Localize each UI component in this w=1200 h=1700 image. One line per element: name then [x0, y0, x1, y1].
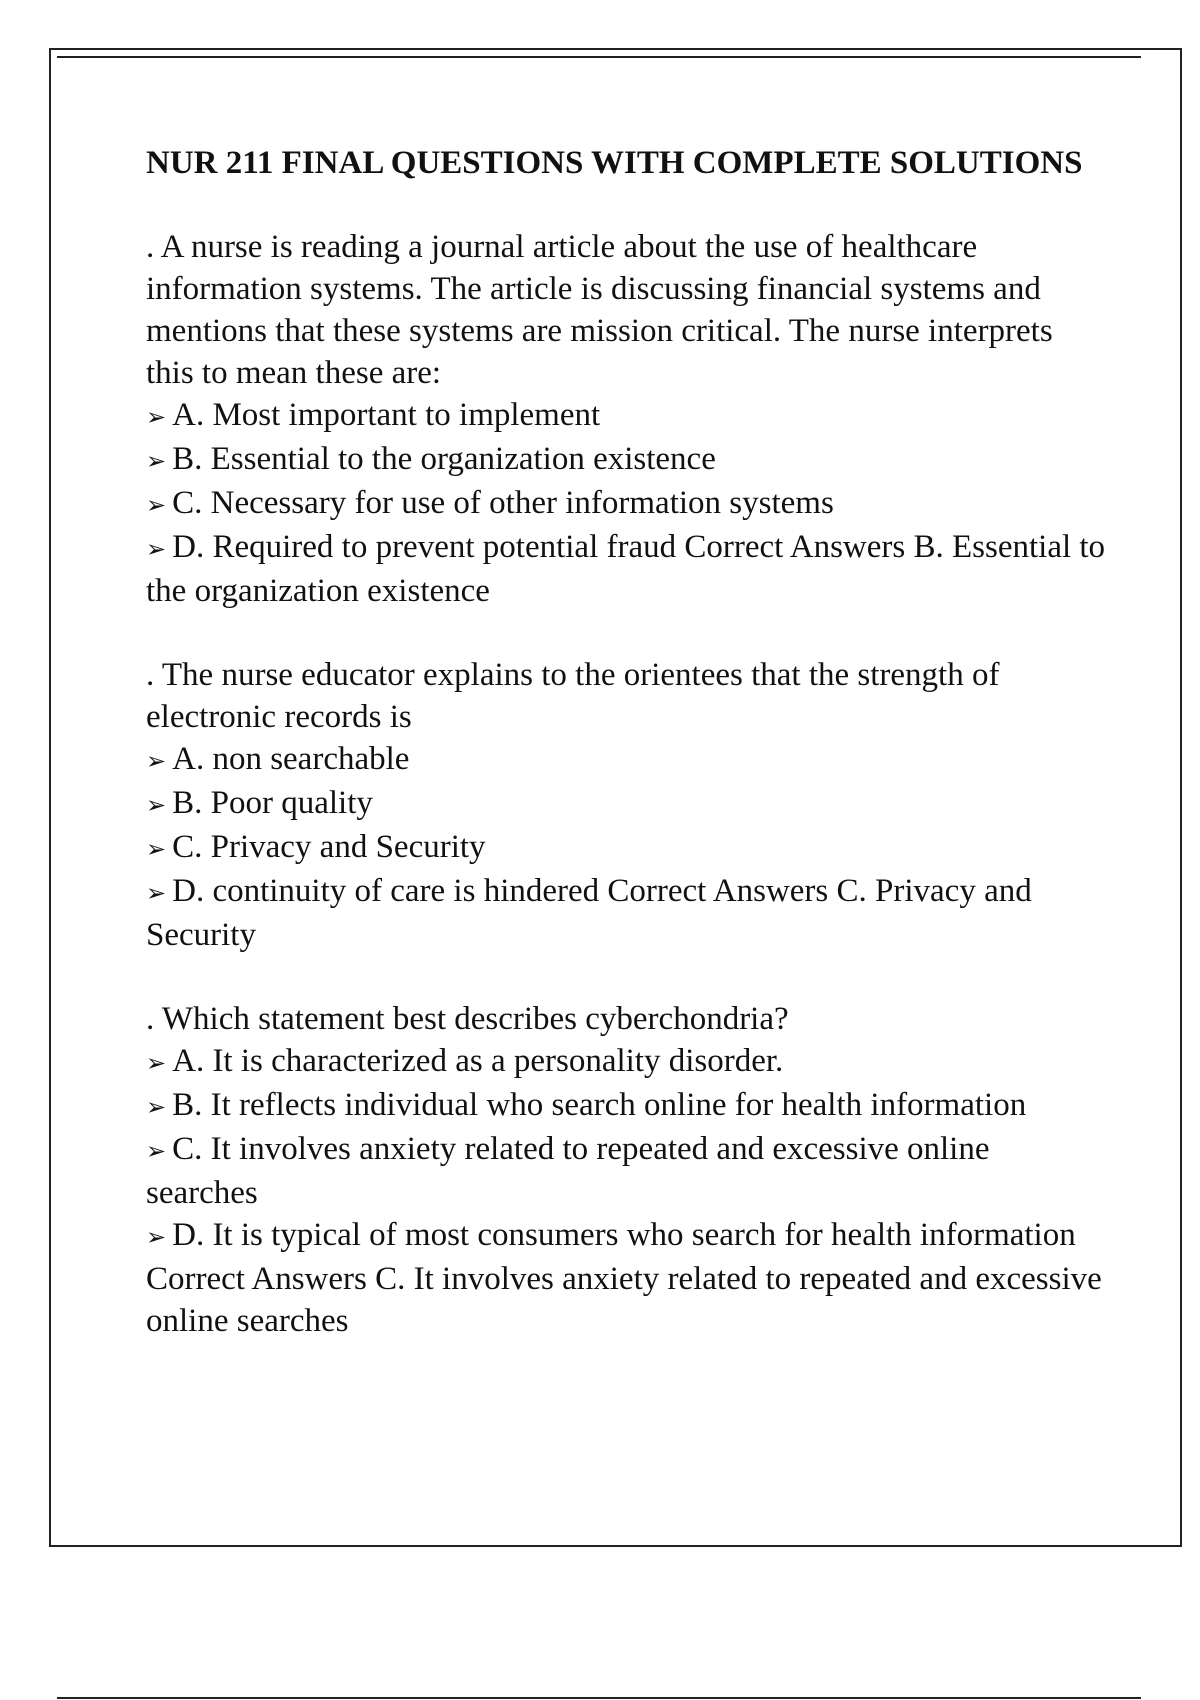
option-text: C. It involves anxiety related to repeated and excessive online searches — [146, 1131, 990, 1211]
arrow-bullet-icon: ➢ — [146, 1137, 167, 1165]
option-text: D. continuity of care is hindered Correct Answers C. Privacy and Security — [146, 873, 1032, 953]
option-text: A. It is characterized as a personality disorder. — [172, 1043, 784, 1079]
answer-option — [146, 826, 1106, 870]
arrow-bullet-icon: ➢ — [146, 447, 167, 475]
document-title: NUR 211 FINAL QUESTIONS WITH COMPLETE SOLUTIONS — [146, 145, 1083, 181]
arrow-bullet-icon: ➢ — [146, 535, 167, 563]
footer-rule — [57, 1697, 1141, 1699]
answer-option — [146, 1040, 1106, 1084]
answer-option — [146, 782, 1106, 826]
option-text: C. Necessary for use of other information systems — [172, 485, 834, 521]
arrow-bullet-icon: ➢ — [146, 491, 167, 519]
option-text: A. non searchable — [172, 741, 410, 777]
arrow-bullet-icon: ➢ — [146, 879, 167, 907]
arrow-bullet-icon: ➢ — [146, 835, 167, 863]
answer-option — [146, 1214, 1106, 1342]
option-text: C. Privacy and Security — [172, 829, 486, 865]
option-text: B. Poor quality — [172, 785, 373, 821]
option-text: D. Required to prevent potential fraud Correct Answers B. Essential to the organization existence — [146, 529, 1106, 609]
arrow-bullet-icon: ➢ — [146, 791, 167, 819]
question-text: . The nurse educator explains to the orientees that the strength of electronic records is — [146, 657, 1000, 735]
answer-option — [146, 394, 1106, 438]
option-text: D. It is typical of most consumers who search for health information Correct Answers C. It involves anxiety related to repeated and excessive online searches — [146, 1217, 1102, 1339]
option-text: B. Essential to the organization existence — [172, 441, 716, 477]
arrow-bullet-icon: ➢ — [146, 1223, 167, 1251]
question-3 — [146, 998, 1106, 1342]
arrow-bullet-icon: ➢ — [146, 1093, 167, 1121]
answer-option — [146, 1128, 1106, 1214]
answer-option — [146, 1084, 1106, 1128]
question-2 — [146, 654, 1106, 956]
arrow-bullet-icon: ➢ — [146, 1049, 167, 1077]
answer-option — [146, 438, 1106, 482]
arrow-bullet-icon: ➢ — [146, 403, 167, 431]
document-body — [146, 142, 1106, 1384]
question-text: . A nurse is reading a journal article about the use of healthcare information systems. The article is discussing financial systems and mentions that these systems are mission critical. The nurse interprets this to mean these are: — [146, 229, 1053, 391]
header-rule — [57, 56, 1141, 58]
option-text: B. It reflects individual who search online for health information — [172, 1087, 1027, 1123]
answer-option — [146, 738, 1106, 782]
answer-option — [146, 526, 1106, 612]
question-text: . Which statement best describes cyberchondria? — [146, 1001, 789, 1037]
question-1 — [146, 226, 1106, 612]
answer-option — [146, 870, 1106, 956]
arrow-bullet-icon: ➢ — [146, 747, 167, 775]
option-text: A. Most important to implement — [172, 397, 601, 433]
answer-option — [146, 482, 1106, 526]
